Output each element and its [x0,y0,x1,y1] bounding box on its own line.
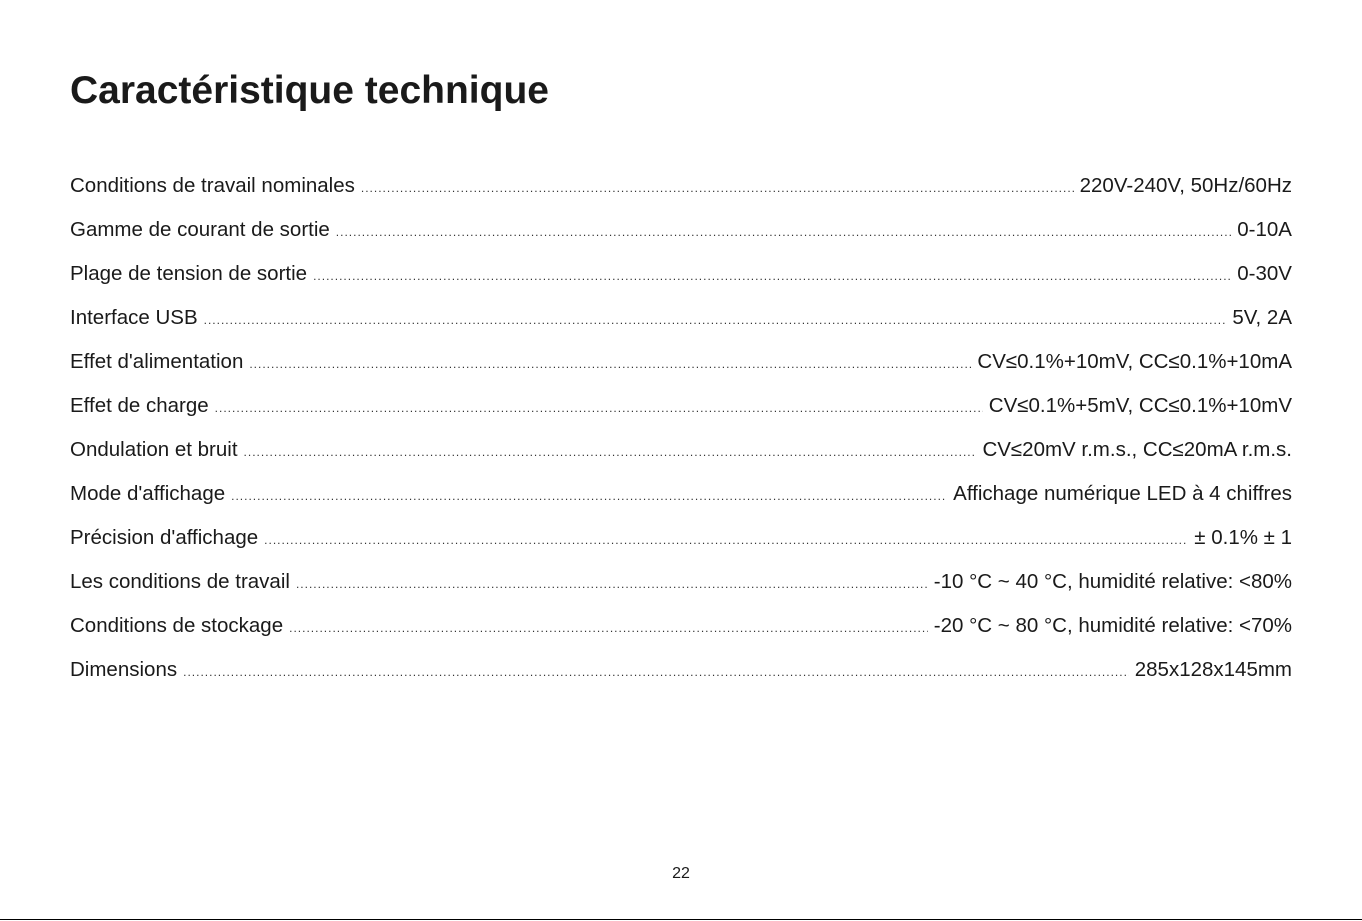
spec-row [70,432,1292,476]
spec-value: CV≤0.1%+5mV, CC≤0.1%+10mV [988,394,1292,417]
spec-value: 220V-240V, 50Hz/60Hz [1079,174,1292,197]
spec-value: Affichage numérique LED à 4 chiffres [953,482,1292,505]
spec-row [70,608,1292,652]
dot-leader [313,258,1231,294]
spec-row [70,564,1292,608]
spec-value: CV≤20mV r.m.s., CC≤20mA r.m.s. [982,438,1292,461]
spec-row [70,652,1292,696]
spec-value: -20 °C ~ 80 °C, humidité relative: <70% [933,614,1292,637]
spec-value: -10 °C ~ 40 °C, humidité relative: <80% [933,570,1292,593]
spec-label: Dimensions [70,658,178,681]
spec-value: CV≤0.1%+10mV, CC≤0.1%+10mA [977,350,1292,373]
spec-value: 0-30V [1237,262,1292,285]
page-number: 22 [672,865,690,882]
dot-leader [289,610,928,646]
spec-row [70,168,1292,212]
spec-label: Gamme de courant de sortie [70,218,330,241]
dot-leader [249,346,971,382]
spec-value: ± 0.1% ± 1 [1194,526,1292,549]
dot-leader [336,214,1231,250]
spec-label: Ondulation et bruit [70,438,238,461]
spec-row [70,476,1292,520]
spec-value: 285x128x145mm [1134,658,1292,681]
spec-row [70,256,1292,300]
spec-label: Effet d'alimentation [70,350,244,373]
spec-row [70,520,1292,564]
dot-leader [244,434,977,470]
spec-label: Plage de tension de sortie [70,262,308,285]
spec-value: 5V, 2A [1232,306,1292,329]
page-title: Caractéristique technique [70,69,549,112]
spec-list [70,168,1292,696]
spec-label: Conditions de travail nominales [70,174,355,197]
dot-leader [183,654,1129,690]
spec-row [70,212,1292,256]
dot-leader [361,170,1074,206]
spec-label: Mode d'affichage [70,482,226,505]
dot-leader [231,478,947,514]
spec-label: Conditions de stockage [70,614,284,637]
spec-row [70,344,1292,388]
spec-label: Précision d'affichage [70,526,259,549]
spec-label: Les conditions de travail [70,570,290,593]
dot-leader [215,390,983,426]
spec-row [70,388,1292,432]
spec-row [70,300,1292,344]
spec-value: 0-10A [1237,218,1292,241]
dot-leader [264,522,1188,558]
spec-label: Effet de charge [70,394,209,417]
dot-leader [204,302,1227,338]
dot-leader [296,566,928,602]
spec-label: Interface USB [70,306,198,329]
bottom-rule [0,919,1362,920]
